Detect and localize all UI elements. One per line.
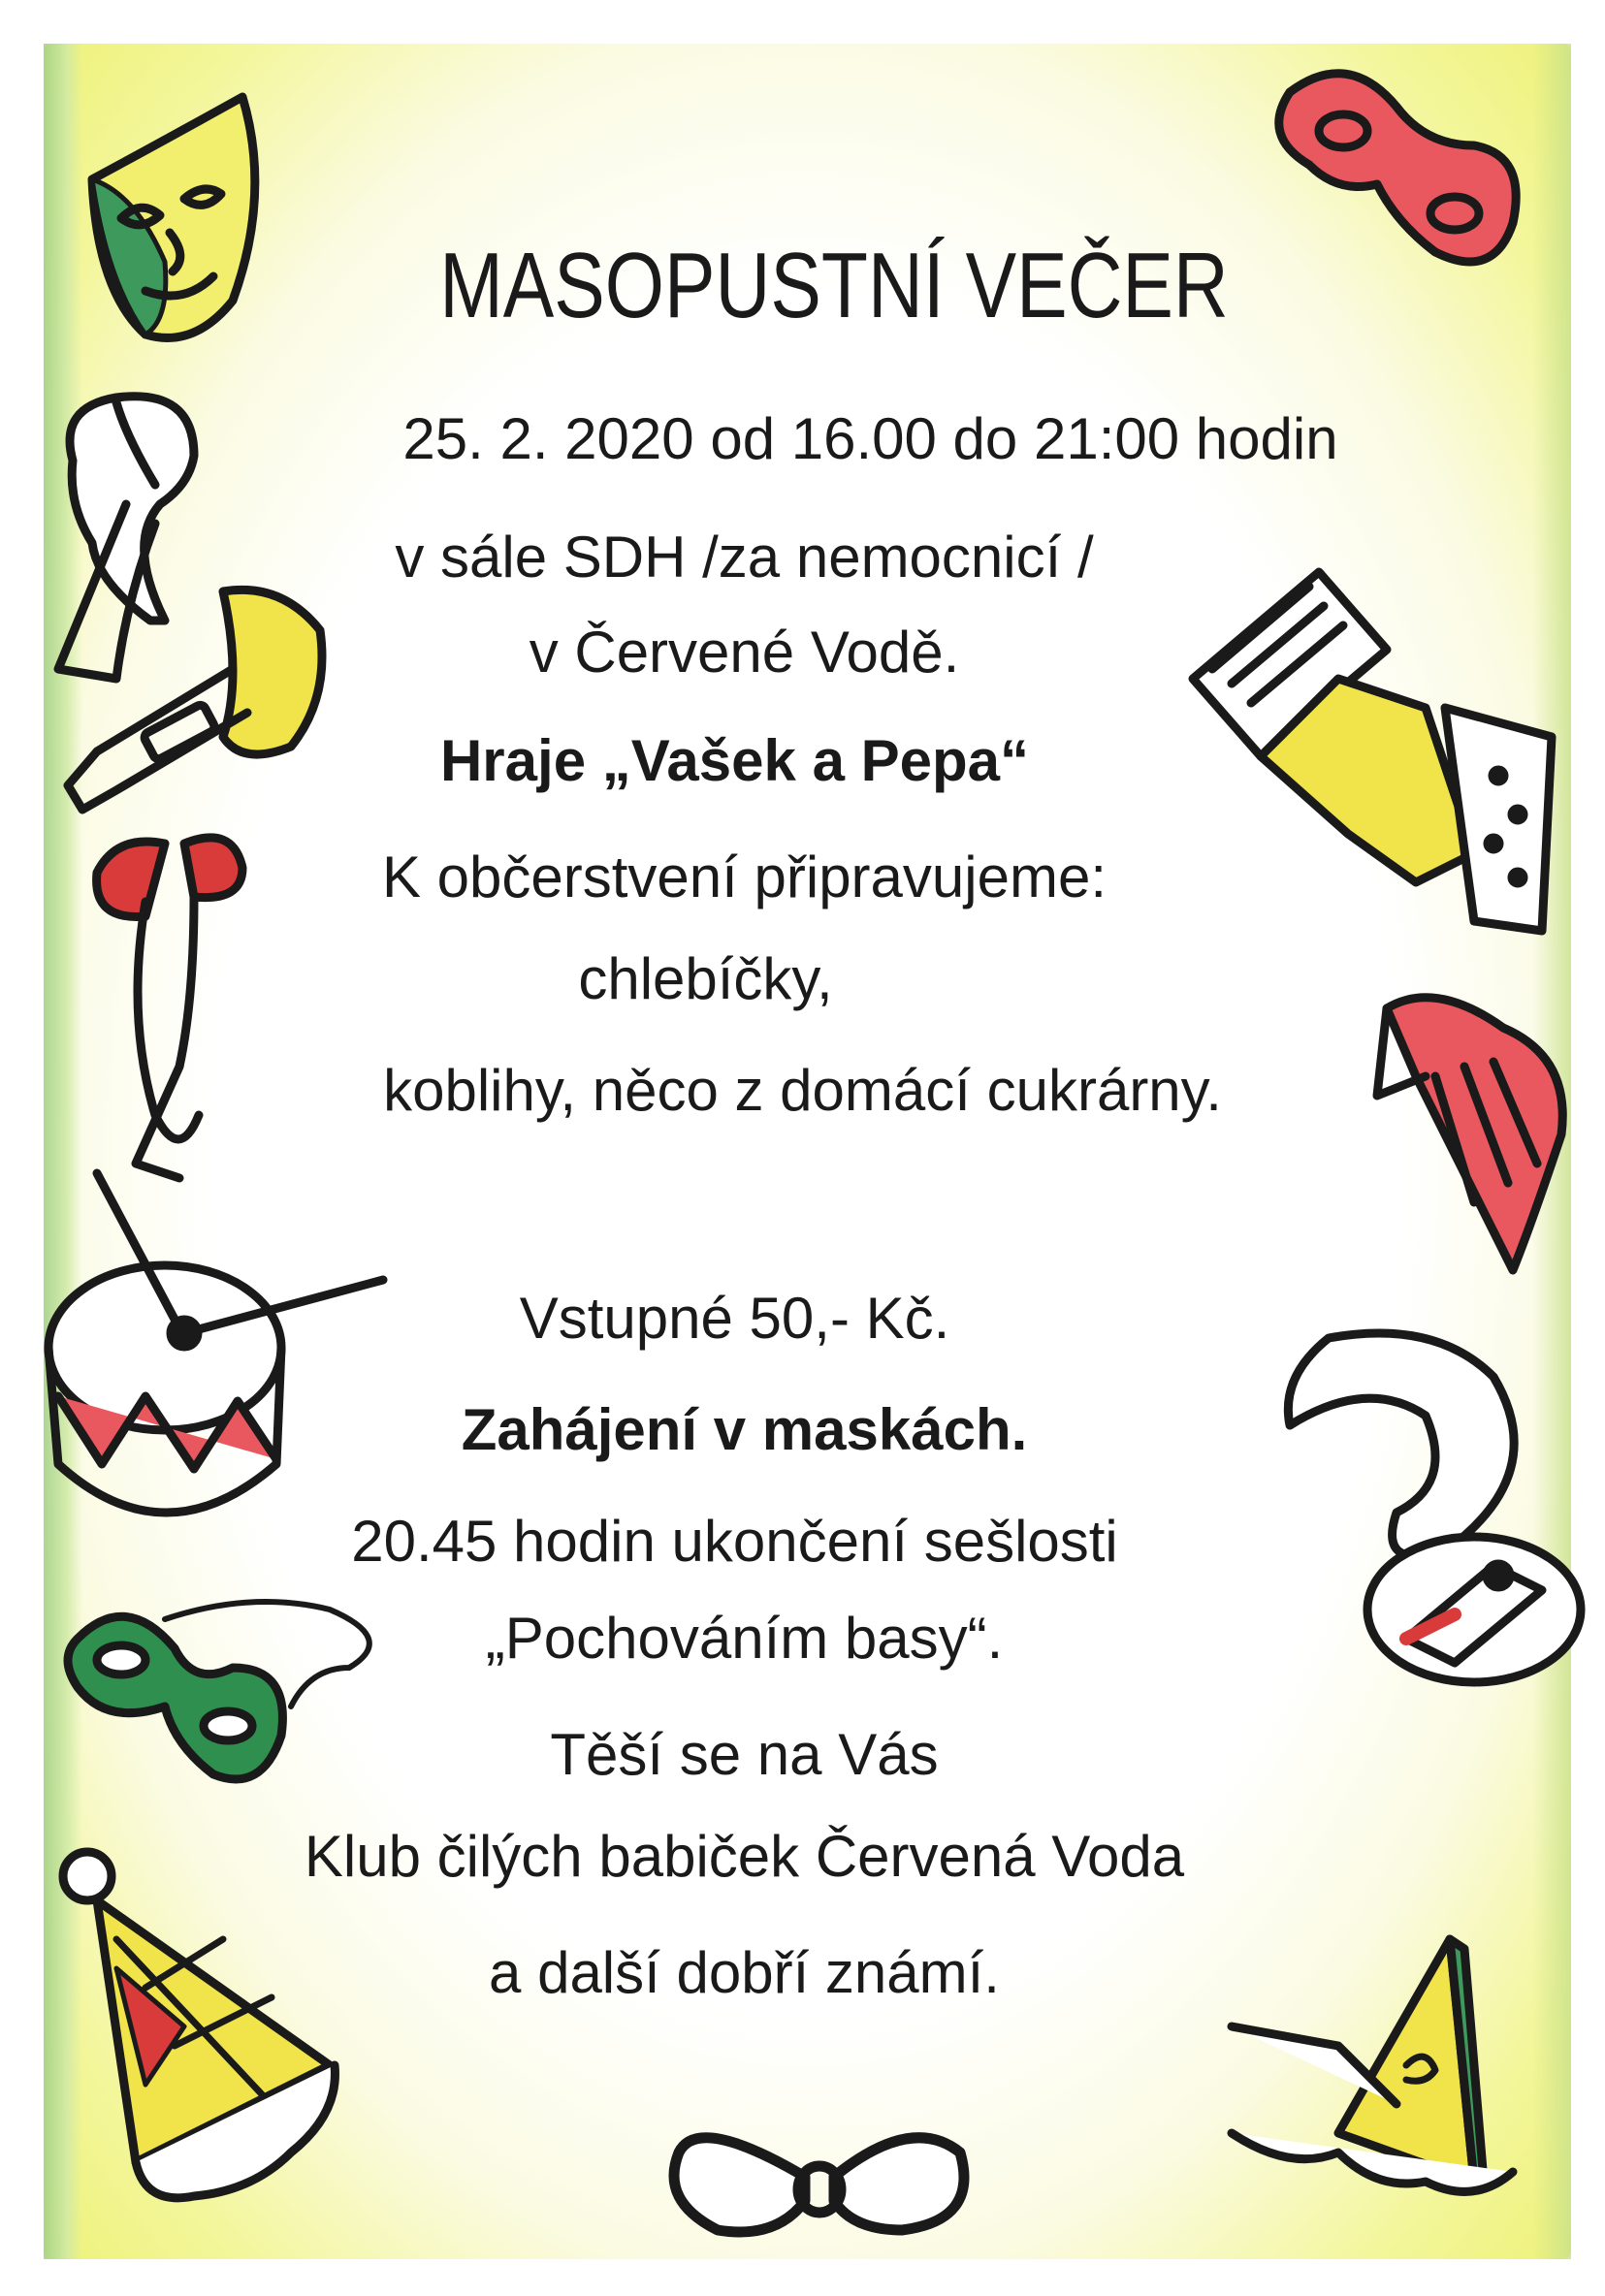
eye-mask-icon <box>1279 74 1516 262</box>
party-hat-icon <box>63 1852 335 2198</box>
greeting-line-3: a další dobří známí. <box>489 1940 1000 2005</box>
band-info: Hraje „Vašek a Pepa“ <box>439 728 1030 793</box>
refreshments-line-2: chlebíčky, <box>578 946 833 1011</box>
poster-title: MASOPUSTNÍ VEČER <box>439 234 1229 337</box>
greeting-line-2: Klub čilých babiček Červená Voda <box>304 1824 1185 1889</box>
opening-in-masks: Zahájení v maskách. <box>461 1397 1028 1462</box>
refreshments-line-3: koblihy, něco z domácí cukrárny. <box>383 1058 1222 1123</box>
bow-tie-icon <box>674 2138 964 2232</box>
refreshments-line-1: K občerstvení připravujeme: <box>381 845 1107 909</box>
theatre-mask-icon <box>92 97 255 337</box>
ending-line-1: 20.45 hodin ukončení sešlosti <box>351 1509 1118 1574</box>
event-place-line-2: v Červené Vodě. <box>529 620 960 685</box>
ending-line-2: „Pochováním basy“. <box>485 1606 1004 1671</box>
event-place-line-1: v sále SDH /za nemocnicí / <box>395 525 1094 590</box>
streamer-icon <box>1377 998 1562 1270</box>
event-date-time: 25. 2. 2020 od 16.00 do 21:00 hodin <box>402 406 1338 471</box>
greeting-line-1: Těší se na Vás <box>550 1722 939 1787</box>
entrance-fee: Vstupné 50,- Kč. <box>519 1286 950 1351</box>
